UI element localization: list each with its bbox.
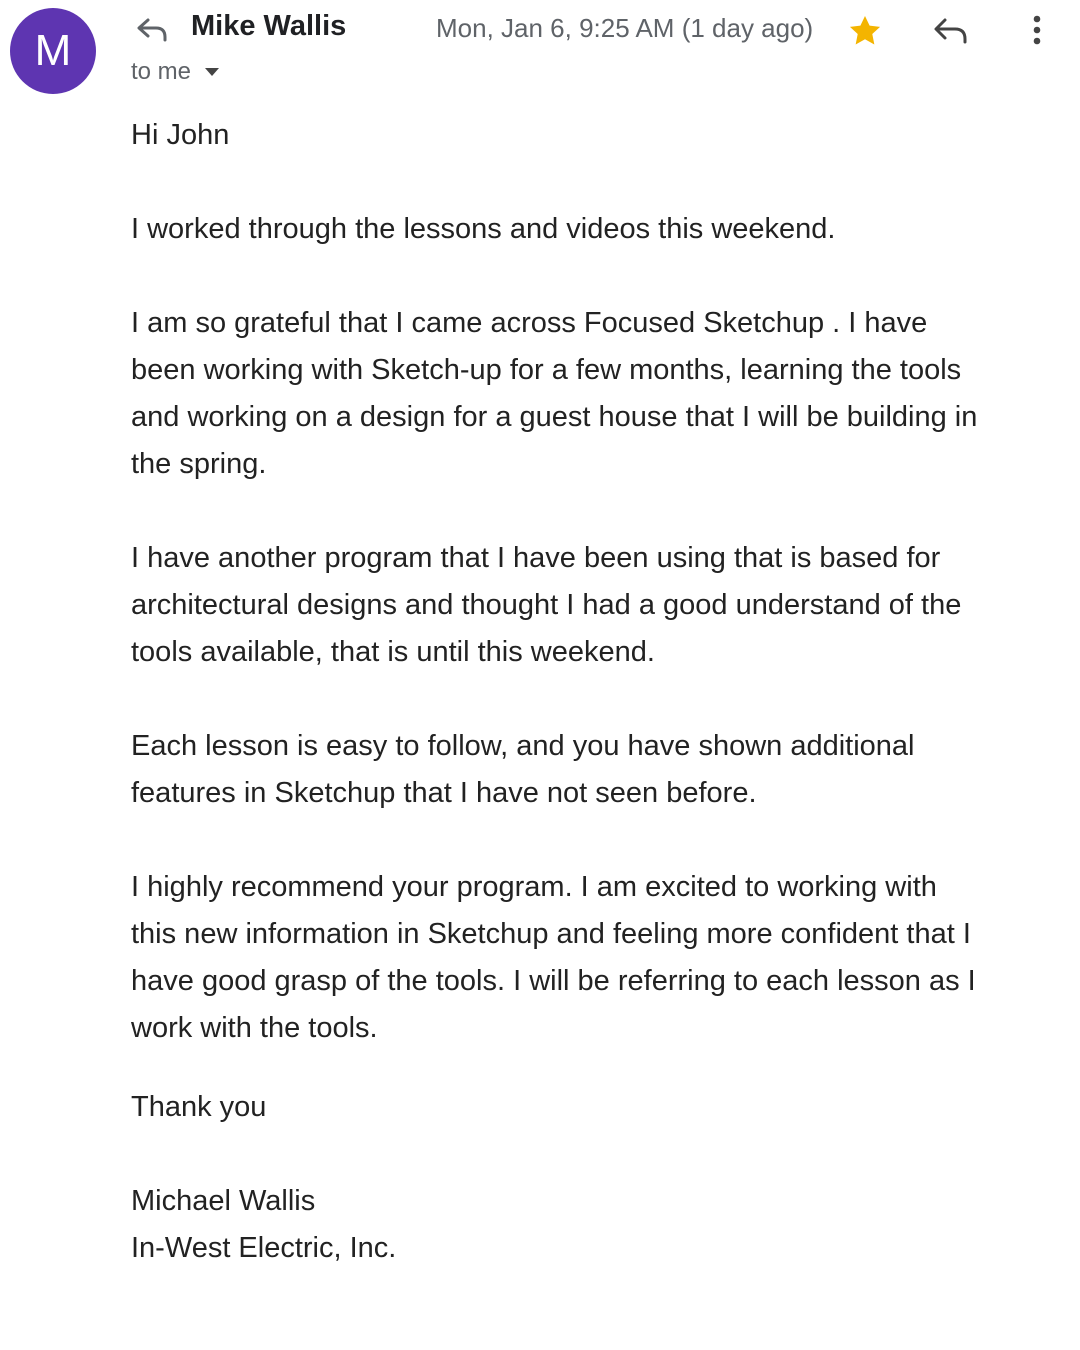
paragraph-line: been working with Sketch-up for a few months, learning the tools xyxy=(131,354,962,386)
signature-company: In-West Electric, Inc. xyxy=(131,1232,397,1264)
chevron-down-icon[interactable] xyxy=(203,66,221,78)
closing: Thank you xyxy=(131,1091,267,1123)
paragraph-line: Each lesson is easy to follow, and you have shown additional xyxy=(131,730,915,762)
message-date: Mon, Jan 6, 9:25 AM (1 day ago) xyxy=(436,13,814,43)
paragraph-line: I worked through the lessons and videos this weekend. xyxy=(131,213,836,245)
paragraph-line: the spring. xyxy=(131,448,267,480)
reply-icon[interactable] xyxy=(930,14,970,48)
reply-icon xyxy=(134,14,170,46)
sender-avatar[interactable] xyxy=(10,8,96,94)
paragraph-line: have good grasp of the tools. I will be referring to each lesson as I xyxy=(131,965,976,997)
paragraph-line: features in Sketchup that I have not seen before. xyxy=(131,777,757,809)
paragraph-line: architectural designs and thought I had a good understand of the xyxy=(131,589,962,621)
avatar-letter: M xyxy=(34,26,72,75)
paragraph-line: I highly recommend your program. I am excited to working with xyxy=(131,871,937,903)
paragraph-line: work with the tools. xyxy=(131,1012,378,1044)
sender-name[interactable]: Mike Wallis xyxy=(191,10,347,42)
greeting: Hi John xyxy=(131,119,230,151)
more-vert-icon[interactable] xyxy=(1024,12,1050,50)
recipient-label: to me xyxy=(131,58,192,85)
paragraph-line: I am so grateful that I came across Focused Sketchup . I have xyxy=(131,307,928,339)
recipient-details[interactable] xyxy=(131,58,221,86)
signature-name: Michael Wallis xyxy=(131,1185,316,1217)
paragraph-line: tools available, that is until this weekend. xyxy=(131,636,655,668)
paragraph-line: I have another program that I have been using that is based for xyxy=(131,542,941,574)
star-icon[interactable] xyxy=(846,12,884,50)
paragraph-line: this new information in Sketchup and feeling more confident that I xyxy=(131,918,971,950)
paragraph-line: and working on a design for a guest house that I will be building in xyxy=(131,401,978,433)
